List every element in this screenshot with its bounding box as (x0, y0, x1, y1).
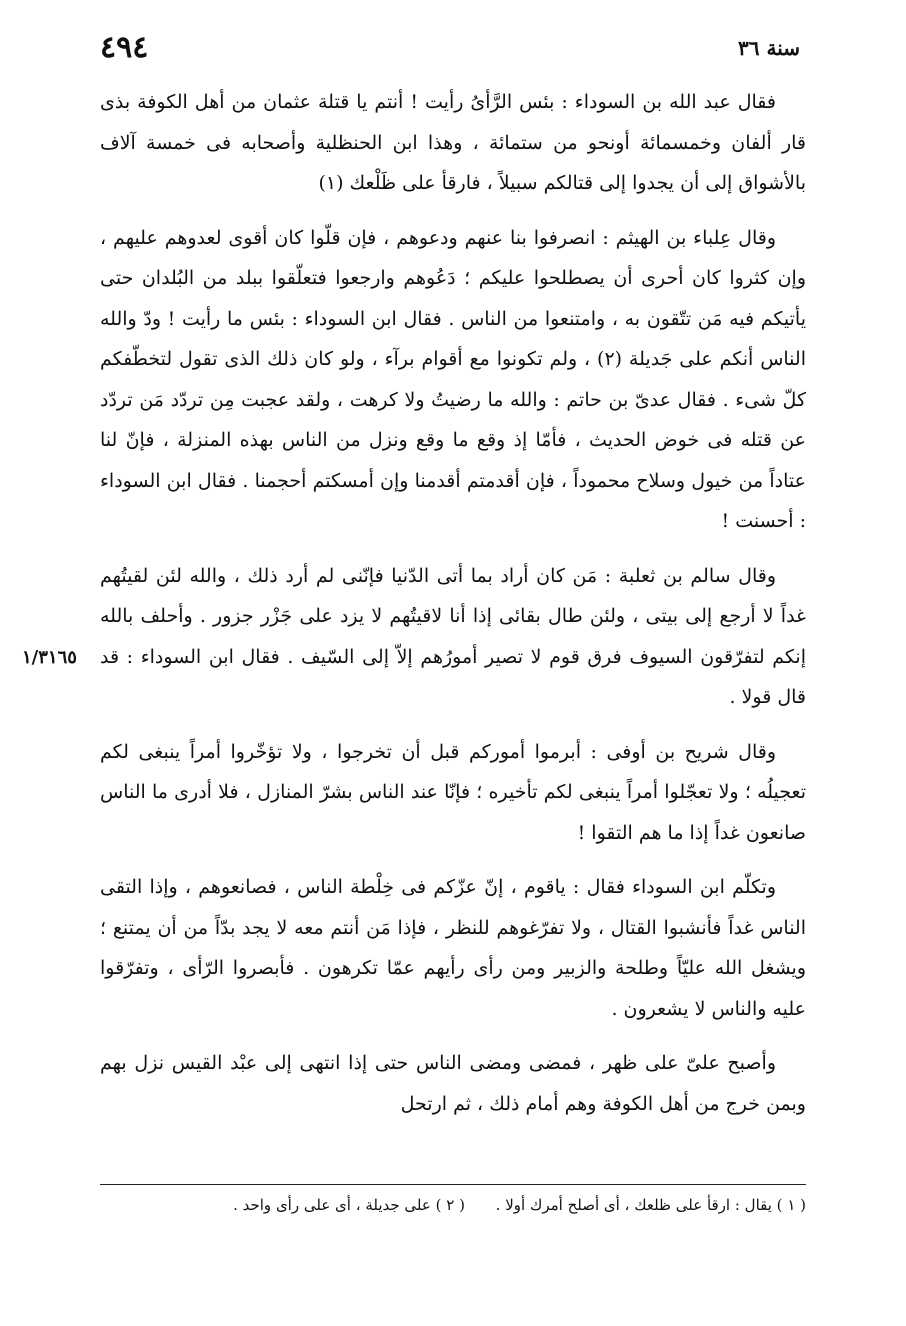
margin-reference: ١/٣١٦٥ (22, 647, 77, 668)
running-head: سنة ٣٦ (738, 36, 800, 60)
footnotes (100, 1192, 806, 1218)
paragraph: وقال شريح بن أوفى : أبرموا أموركم قبل أن تخرجوا ، ولا تؤخّروا أمراً ينبغى لكم تعجيلُه ؛ ولا تعجّلوا أمراً ينبغى لكم تأخيره ؛ فإنّا عند الناس بشرّ المنازل ، فلا أدرى ما الناس صانعون غداً إذا ما هم التقوا ! (100, 740, 806, 844)
footnote-2: ( ٢ ) على جديلة ، أى على رأى واحد . (233, 1196, 465, 1214)
paragraph: وأصبح علىّ على ظهر ، فمضى ومضى الناس حتى إذا انتهى إلى عبْد القيس نزل بهم وبمن خرج من أهل الكوفة وهم أمام ذلك ، ثم ارتحل (100, 1052, 806, 1115)
paragraph: وقال عِلباء بن الهيثم : انصرفوا بنا عنهم ودعوهم ، فإن قلّوا كان أقوى لعدوهم عليهم ، وإن كثروا كان أحرى أن يصطلحوا عليكم ؛ دَعُوهم وارجعوا فتعلّقوا ببلد من البُلدان حتى يأتيكم فيه مَن تتّقون به ، وامتنعوا من الناس . فقال ابن السوداء : بئس ما رأيت ! ودّ والله الناس أنكم على جَديلة (٢) ، ولم تكونوا مع أقوام برآء ، ولو كان ذلك الذى تقول لتخطّفكم كلّ شىء . فقال عدىّ بن حاتم : والله ما رضيتُ ولا كرهت ، ولقد عجبت مِن تردّد مَن تردّد عن قتله فى خوض الحديث ، فأمّا إذ وقع ما وقع ونزل من الناس بهذه المنزلة ، فإنّ لنا عتاداً من خيول وسلاح محموداً ، فإن أقدمتم أقدمنا وإن أمسكتم أحجمنا . فقال ابن السوداء : أحسنت ! (100, 226, 806, 532)
body-text (100, 82, 806, 1138)
footnote-1: ( ١ ) يقال : ارقأ على ظلعك ، أى أصلح أمرك أولا . (495, 1196, 806, 1214)
page-header (100, 30, 800, 70)
page-number: ٤٩٤ (100, 30, 149, 65)
paragraph: وقال سالم بن ثعلبة : مَن كان أراد بما أتى الدّنيا فإنّنى لم أرد ذلك ، والله لئن لقيتُهم غداً لا أرجع إلى بيتى ، ولئن طال بقائى إذا أنا لاقيتُهم لا يزد على جَزْر جزور . وأحلف بالله إنكم لتفرّقون السيوف فرق قوم لا تصير أمورُهم إلاّ إلى السّيف . فقال ابن السوداء : قد قال قولا . (100, 564, 806, 708)
paragraph: وتكلّم ابن السوداء فقال : ياقوم ، إنّ عزّكم فى خِلْطة الناس ، فصانعوهم ، وإذا التقى الناس غداً فأنشبوا القتال ، ولا تفرّغوهم للنظر ، فإذا مَن أنتم معه لا يجد بدّاً من أن يمتنع ؛ ويشغل الله عليّاً وطلحة والزبير ومن رأى رأيهم عمّا تكرهون . فأبصروا الرّأى ، وتفرّقوا عليه والناس لا يشعرون . (100, 876, 807, 1020)
paragraph: فقال عبد الله بن السوداء : بئس الرَّأىُ رأيت ! أنتم يا قتلة عثمان من أهل الكوفة بذى قار ألفان وخمسمائة أونحو من ستمائة ، وهذا ابن الحنظلية وأصحابه فى خمسة آلاف بالأشواق إلى أن يجدوا إلى قتالكم سبيلاً ، فارقأ على ظَلْعك (١) (100, 91, 806, 194)
footnote-divider (100, 1184, 806, 1185)
